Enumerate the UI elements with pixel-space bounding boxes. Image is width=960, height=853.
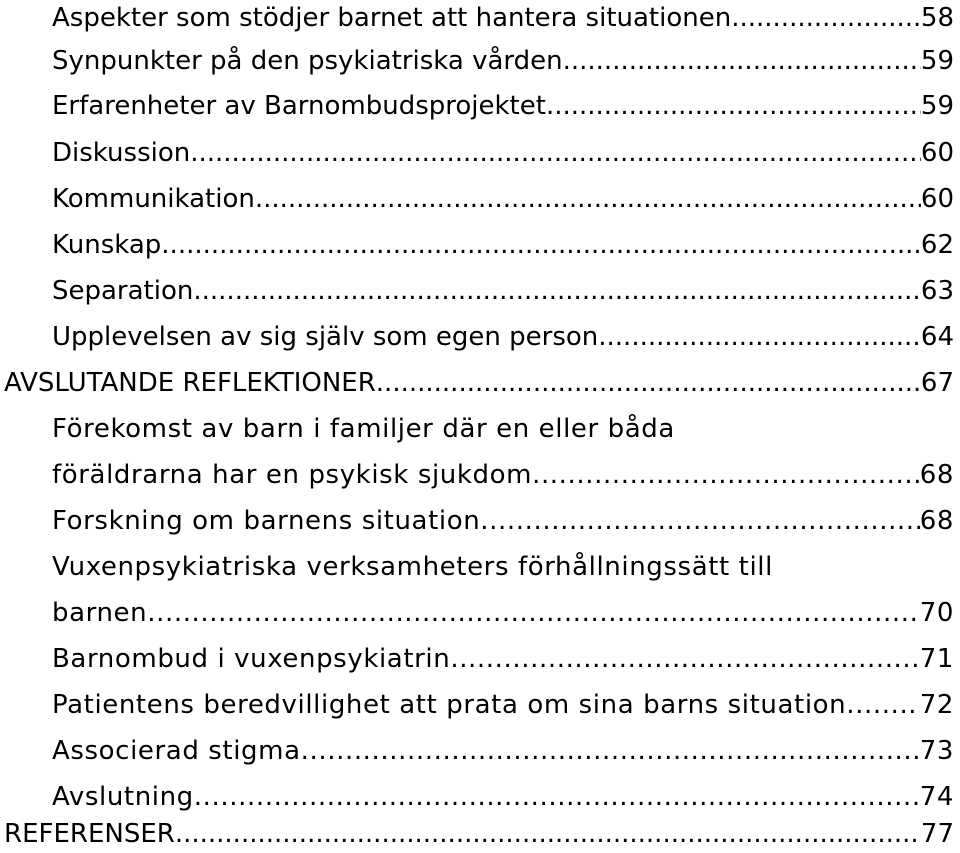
- toc-entry-title: Kunskap: [52, 230, 162, 260]
- toc-entry-title: Barnombud i vuxenpsykiatrin: [52, 644, 451, 674]
- toc-entry-page: 72: [919, 690, 954, 720]
- toc-entry-page: 60: [920, 138, 954, 168]
- toc-leader-dots: [255, 181, 921, 217]
- toc-entry[interactable]: [52, 779, 954, 815]
- toc-entry-page: 58: [920, 3, 954, 33]
- toc-entry[interactable]: [4, 816, 954, 852]
- toc-entry-title: Kommunikation: [52, 184, 255, 214]
- toc-entry-title: Erfarenheter av Barnombudsprojektet: [52, 91, 546, 121]
- toc-entry[interactable]: [52, 88, 954, 124]
- toc-entry-page: 77: [920, 819, 954, 849]
- toc-entry-title: Forskning om barnens situation: [52, 506, 481, 536]
- toc-entry-title: REFERENSER: [4, 819, 175, 849]
- toc-entry-title: Separation: [52, 276, 194, 306]
- toc-entry-page: 70: [919, 598, 954, 628]
- toc-entry[interactable]: [52, 595, 954, 631]
- toc-entry-title: Patientens beredvillighet att prata om sina barns situation: [52, 690, 847, 720]
- toc-entry[interactable]: [52, 181, 954, 217]
- toc-entry-title: barnen: [52, 598, 148, 628]
- toc-entry-title: Associerad stigma: [52, 736, 301, 766]
- toc-leader-dots: [190, 135, 921, 171]
- toc-entry-page: 67: [920, 368, 954, 398]
- toc-entry[interactable]: [52, 503, 954, 539]
- toc-leader-dots: [532, 457, 920, 493]
- toc-leader-dots: [194, 779, 920, 815]
- toc-entry-title: Avslutning: [52, 782, 194, 812]
- toc-leader-dots: [147, 595, 919, 631]
- toc-entry-page: 74: [919, 782, 954, 812]
- toc-entry-page: 59: [920, 46, 954, 76]
- toc-entry-title: Vuxenpsykiatriska verksamheters förhållningssätt till: [52, 552, 773, 582]
- toc-leader-dots: [450, 641, 919, 677]
- toc-entry[interactable]: [52, 733, 954, 769]
- toc-leader-dots: [846, 687, 919, 723]
- toc-entry-title: Aspekter som stödjer barnet att hantera situationen: [52, 3, 732, 33]
- toc-entry-page: 62: [920, 230, 954, 260]
- toc-entry[interactable]: [52, 273, 954, 309]
- toc-leader-dots: [598, 319, 921, 355]
- toc-leader-dots: [161, 227, 921, 263]
- toc-leader-dots: [175, 816, 921, 852]
- toc-leader-dots: [480, 503, 919, 539]
- toc-entry-title: AVSLUTANDE REFLEKTIONER: [4, 368, 376, 398]
- toc-leader-dots: [563, 43, 921, 79]
- toc-entry[interactable]: [52, 227, 954, 263]
- toc-entry[interactable]: [52, 411, 954, 447]
- toc-entry[interactable]: [52, 549, 954, 585]
- toc-entry-title: Synpunkter på den psykiatriska vården: [52, 46, 563, 76]
- toc-leader-dots: [546, 88, 921, 124]
- toc-entry[interactable]: [52, 43, 954, 79]
- toc-entry-title: Upplevelsen av sig själv som egen person: [52, 322, 599, 352]
- toc-entry-title: Förekomst av barn i familjer där en eller båda: [52, 414, 675, 444]
- toc-entry-page: 68: [919, 506, 954, 536]
- toc-entry[interactable]: [52, 135, 954, 171]
- toc-leader-dots: [376, 365, 921, 401]
- toc-entry-page: 64: [920, 322, 954, 352]
- toc-leader-dots: [301, 733, 920, 769]
- toc-entry[interactable]: [52, 687, 954, 723]
- toc-entry-page: 73: [919, 736, 954, 766]
- toc-entry-page: 71: [919, 644, 954, 674]
- toc-entry[interactable]: [52, 457, 954, 493]
- toc-entry[interactable]: [52, 319, 954, 355]
- toc-entry[interactable]: [52, 641, 954, 677]
- toc-entry-title: föräldrarna har en psykisk sjukdom: [52, 460, 533, 490]
- toc-entry-page: 59: [920, 91, 954, 121]
- toc-leader-dots: [731, 0, 921, 36]
- toc-entry-page: 63: [920, 276, 954, 306]
- toc-leader-dots: [193, 273, 921, 309]
- toc-entry-page: 68: [919, 460, 954, 490]
- toc-entry-page: 60: [920, 184, 954, 214]
- toc-entry[interactable]: [4, 365, 954, 401]
- toc-entry-title: Diskussion: [52, 138, 191, 168]
- toc-entry[interactable]: [52, 0, 954, 36]
